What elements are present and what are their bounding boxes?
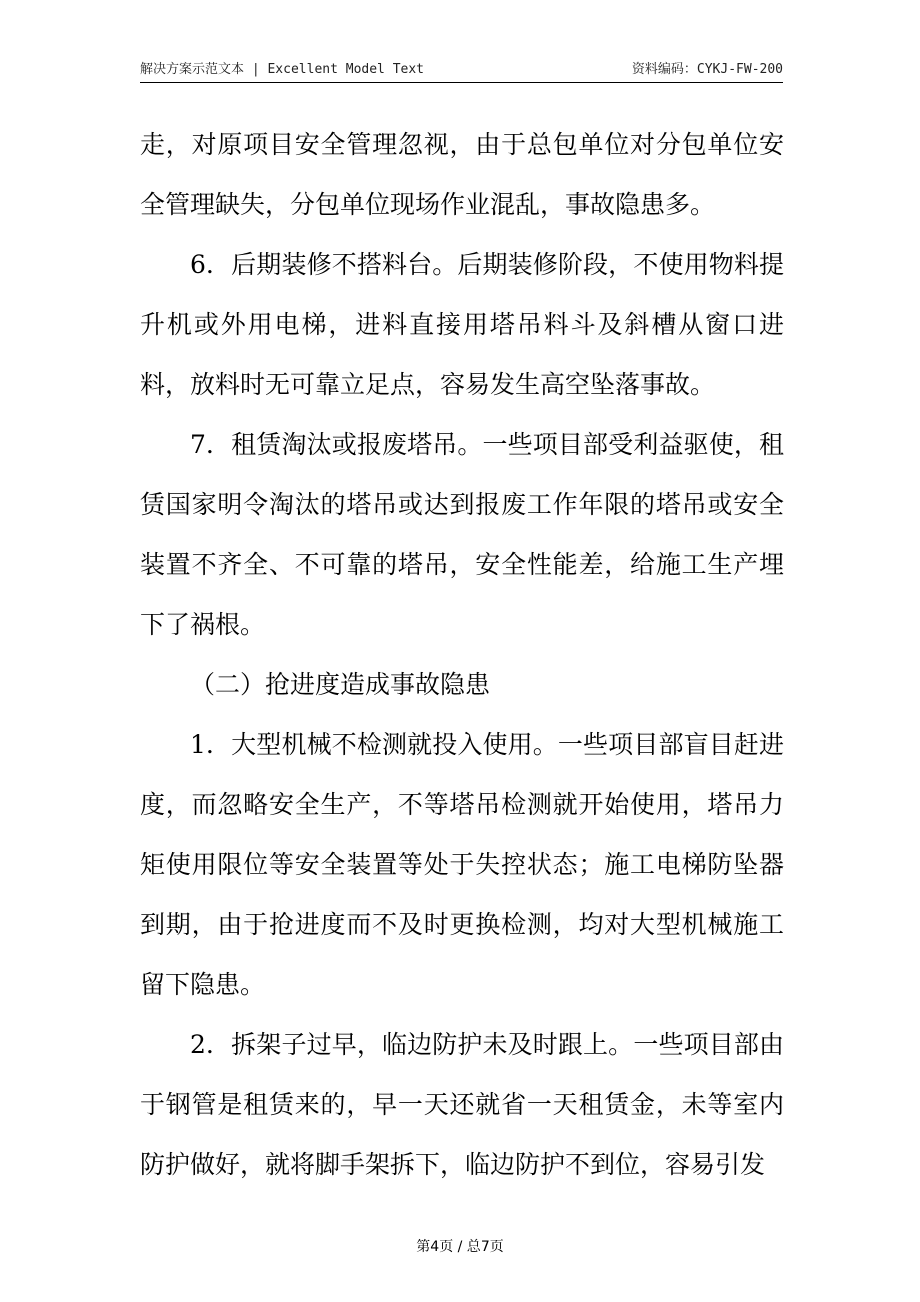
page-header: [140, 62, 783, 83]
page-footer: [0, 1236, 920, 1256]
page-number-middle: 页 / 总: [439, 1239, 481, 1255]
paragraph-item-6: 6．后期装修不搭料台。后期装修阶段，不使用物料提升机或外用电梯，进料直接用塔吊料斗及斜槽从窗口进料，放料时无可靠立足点，容易发生高空坠落事故。: [140, 250, 784, 399]
page-number-suffix: 页: [489, 1239, 504, 1255]
document-body: [140, 115, 784, 1195]
header-title: 解决方案示范文本 | Excellent Model Text: [140, 62, 425, 77]
section-heading: （二）抢进度造成事故隐患: [190, 670, 491, 699]
paragraph-continuation: 走，对原项目安全管理忽视，由于总包单位对分包单位安全管理缺失，分包单位现场作业混乱，事故隐患多。: [140, 130, 784, 219]
document-code: 资料编码：CYKJ-FW-200: [631, 62, 783, 77]
paragraph-item-1: 1．大型机械不检测就投入使用。一些项目部盲目赶进度，而忽略安全生产，不等塔吊检测就开始使用，塔吊力矩使用限位等安全装置等处于失控状态；施工电梯防坠器到期，由于抢进度而不及时更换检测，均对大型机械施工留下隐患。: [140, 730, 784, 999]
current-page-number: 4: [430, 1239, 440, 1255]
paragraph-item-2: 2．拆架子过早，临边防护未及时跟上。一些项目部由于钢管是租赁来的，早一天还就省一天租赁金，未等室内防护做好，就将脚手架拆下，临边防护不到位，容易引发: [140, 1030, 784, 1179]
paragraph-item-7: 7．租赁淘汰或报废塔吊。一些项目部受利益驱使，租赁国家明令淘汰的塔吊或达到报废工作年限的塔吊或安全装置不齐全、不可靠的塔吊，安全性能差，给施工生产埋下了祸根。: [140, 430, 784, 639]
page-number-prefix: 第: [416, 1239, 431, 1255]
total-page-number: 7: [480, 1239, 490, 1255]
